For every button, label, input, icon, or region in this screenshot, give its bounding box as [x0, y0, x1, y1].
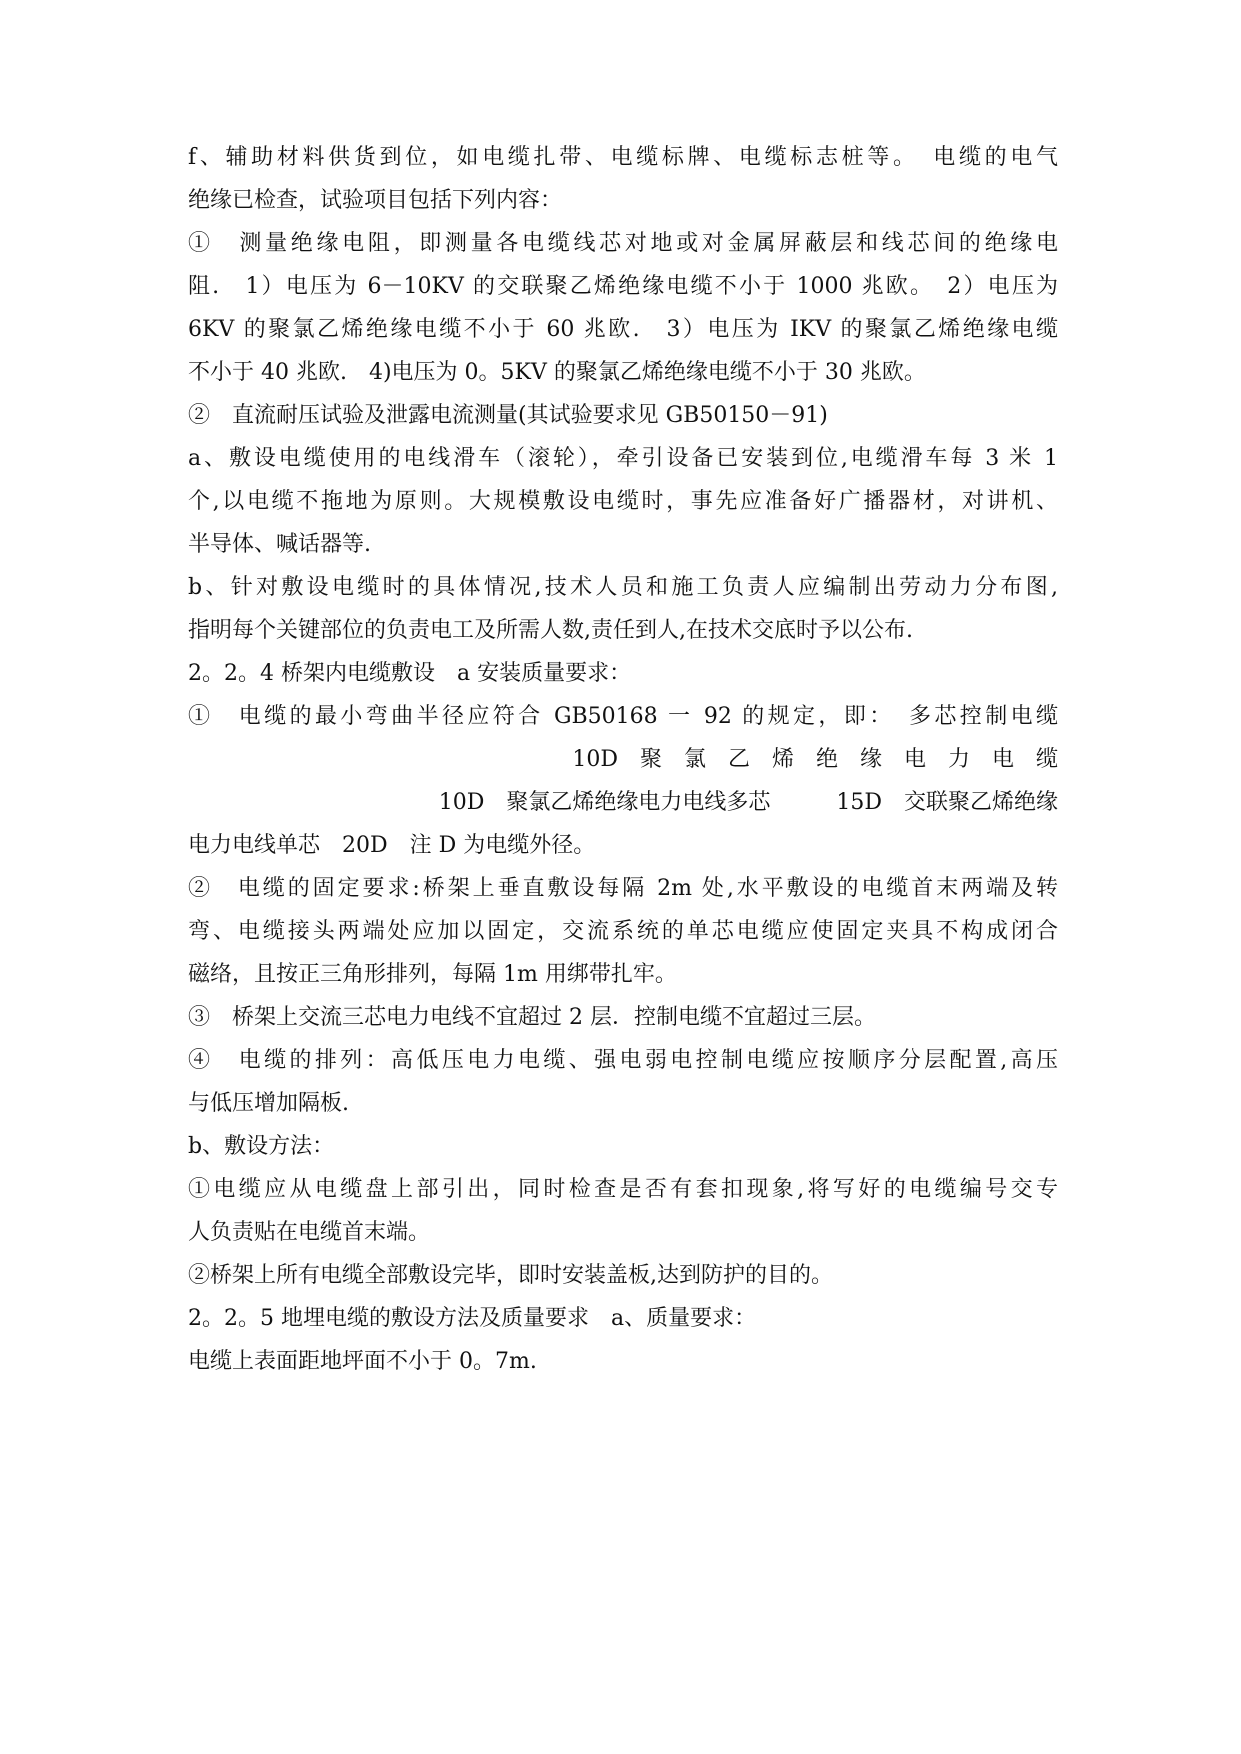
text-line: 磁络，且按正三角形排列，每隔 1m 用绑带扎牢。: [188, 962, 677, 987]
text-line: ④ 电缆的排列：高低压电力电缆、强电弱电控制电缆应按顺序分层配置,高压: [188, 1048, 1058, 1073]
text-line: 不小于 40 兆欧. 4)电压为 0。5KV 的聚氯乙烯绝缘电缆不小于 30 兆欧。: [188, 360, 926, 385]
text-line: 2。2。4 桥架内电缆敷设 a 安装质量要求：: [188, 661, 632, 686]
text-line: f、辅助材料供货到位，如电缆扎带、电缆标牌、电缆标志桩等。 电缆的电气: [188, 145, 1058, 170]
text-line: 人负责贴在电缆首末端。: [188, 1220, 431, 1245]
text-line: b、敷设方法：: [188, 1134, 335, 1159]
text-line: 10D 聚 氯 乙 烯 绝 缘 电 力 电 缆: [572, 747, 1058, 772]
text-line: 2。2。5 地埋电缆的敷设方法及质量要求 a、质量要求：: [188, 1306, 757, 1331]
text-line: 电缆上表面距地坪面不小于 0。7m.: [188, 1349, 537, 1374]
text-line: 指明每个关键部位的负责电工及所需人数,责任到人,在技术交底时予以公布.: [188, 618, 913, 643]
text-line: ②桥架上所有电缆全部敷设完毕，即时安装盖板,达到防护的目的。: [188, 1263, 833, 1288]
text-line: ① 测量绝缘电阻，即测量各电缆线芯对地或对金属屏蔽层和线芯间的绝缘电: [188, 231, 1058, 256]
text-line: ① 电缆的最小弯曲半径应符合 GB50168 一 92 的规定，即： 多芯控制电缆: [188, 704, 1058, 729]
text-line: 电力电线单芯 20D 注 D 为电缆外径。: [188, 833, 596, 858]
text-line: ③ 桥架上交流三芯电力电线不宜超过 2 层．控制电缆不宜超过三层。: [188, 1005, 876, 1030]
text-line: a、敷设电缆使用的电线滑车（滚轮），牵引设备已安装到位,电缆滑车每 3 米 1: [188, 446, 1058, 471]
text-line: 阻. 1）电压为 6－10KV 的交联聚乙烯绝缘电缆不小于 1000 兆欧。 2）电压为: [188, 274, 1058, 299]
text-line: ①电缆应从电缆盘上部引出，同时检查是否有套扣现象,将写好的电缆编号交专: [188, 1177, 1058, 1202]
text-line: 6KV 的聚氯乙烯绝缘电缆不小于 60 兆欧. 3）电压为 IKV 的聚氯乙烯绝缘电缆: [188, 317, 1058, 342]
text-line: b、针对敷设电缆时的具体情况,技术人员和施工负责人应编制出劳动力分布图,: [188, 575, 1058, 600]
text-line: 半导体、喊话器等.: [188, 532, 371, 557]
text-line: ② 电缆的固定要求:桥架上垂直敷设每隔 2m 处,水平敷设的电缆首末两端及转: [188, 876, 1058, 901]
text-line: 绝缘已检查，试验项目包括下列内容：: [188, 188, 563, 213]
text-line: 10D 聚氯乙烯绝缘电力电线多芯 15D 交联聚乙烯绝缘: [438, 790, 1058, 815]
text-line: 个,以电缆不拖地为原则。大规模敷设电缆时，事先应准备好广播器材，对讲机、: [188, 489, 1058, 514]
text-line: 弯、电缆接头两端处应加以固定，交流系统的单芯电缆应使固定夹具不构成闭合: [188, 919, 1058, 944]
text-line: 与低压增加隔板.: [188, 1091, 349, 1116]
text-line: ② 直流耐压试验及泄露电流测量(其试验要求见 GB50150－91): [188, 403, 828, 428]
